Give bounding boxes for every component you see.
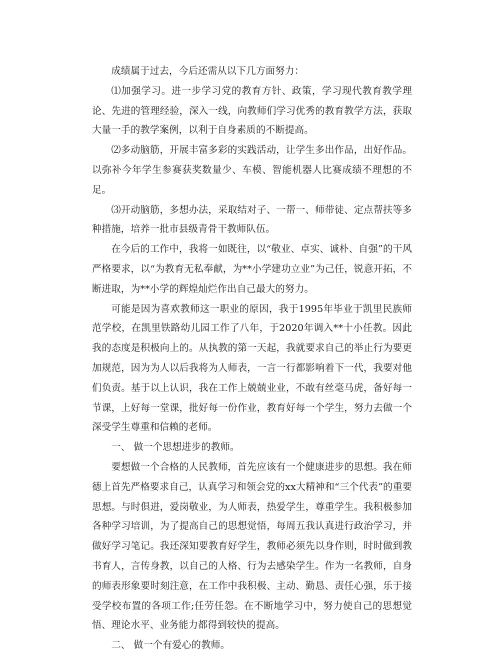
background-paragraph: 可能是因为喜欢教师这一职业的原因，我于1995年毕业于凯里民族师范学校，在凯里铁路幼儿园工作了八年，于2020年调入**十小任教。因此我的态度是积极向上的。从执教的第一天起，我就要求自己的举止行为要更加规范，因为为人以后我将为人师表，一言一行都影响着下一代，我要对他们负责。基于以上认识，我在工作上兢兢业业，不敢有丝毫马虎，备好每一节课，上好每一堂课，批好每一份作业，教育好每一个学生，努力去做一个深受学生尊重和信赖的老师。	[92, 303, 412, 434]
intro-paragraph: 成绩属于过去，今后还需从以下几方面努力：	[111, 66, 305, 77]
section-heading-1: 一、 做一个思想进步的教师。	[111, 442, 240, 454]
thought-paragraph: 要想做一个合格的人民教师，首先应该有一个健康进步的思想。我在师德上首先严格要求自己，认真学习和领会党的xx大精神和“三个代表”的重要思想。与时俱进，爱岗敬业，为人师表，热爱学生，尊重学生。我积极参加各种学习培训，为了提高自己的思想觉悟，每周五我认真进行政治学习，并做好学习笔记。我还深知要教育好学生，教师必须先以身作则，时时做到教书育人，言传身教，以自己的人格、行为去感染学生。作为一名教师，自身的师表形象要时刻注意，在工作中我积极、主动、勤恳、责任心强，乐于接受学校布置的各项工作;任劳任怨。在不断地学习中，努力使自己的思想觉悟、理论水平、业务能力都得到较快的提高。	[92, 461, 412, 632]
commitment-paragraph: 在今后的工作中，我将一如既往，以“敬业、卓实、诚朴、自强”的干风严格要求，以“为教育无私奉献，为**小学建功立业”为己任，锐意开拓，不断进取，为**小学的辉煌灿烂作出自己最大的努力。	[92, 244, 412, 295]
improvement-item-2: ⑵多动脑筋，开展丰富多彩的实践活动，让学生多出作品，出好作品。以弥补今年学生参赛获奖数量少、车模、智能机器人比赛成绩不理想的不足。	[92, 145, 412, 196]
document-body	[92, 62, 412, 656]
improvement-item-3: ⑶开动脑筋，多想办法，采取结对子、一帮一、师带徒、定点帮扶等多种措施，培养一批市县级青骨干教师队伍。	[92, 204, 412, 236]
section-heading-2: 二、 做一个有爱心的教师。	[111, 640, 231, 652]
improvement-item-1: ⑴加强学习。进一步学习党的教育方针、政策，学习现代教育教学理论、先进的管理经验，深入一线，向教师们学习优秀的教育教学方法，获取大量一手的教学案例，以利于自身素质的不断提高。	[92, 85, 412, 137]
